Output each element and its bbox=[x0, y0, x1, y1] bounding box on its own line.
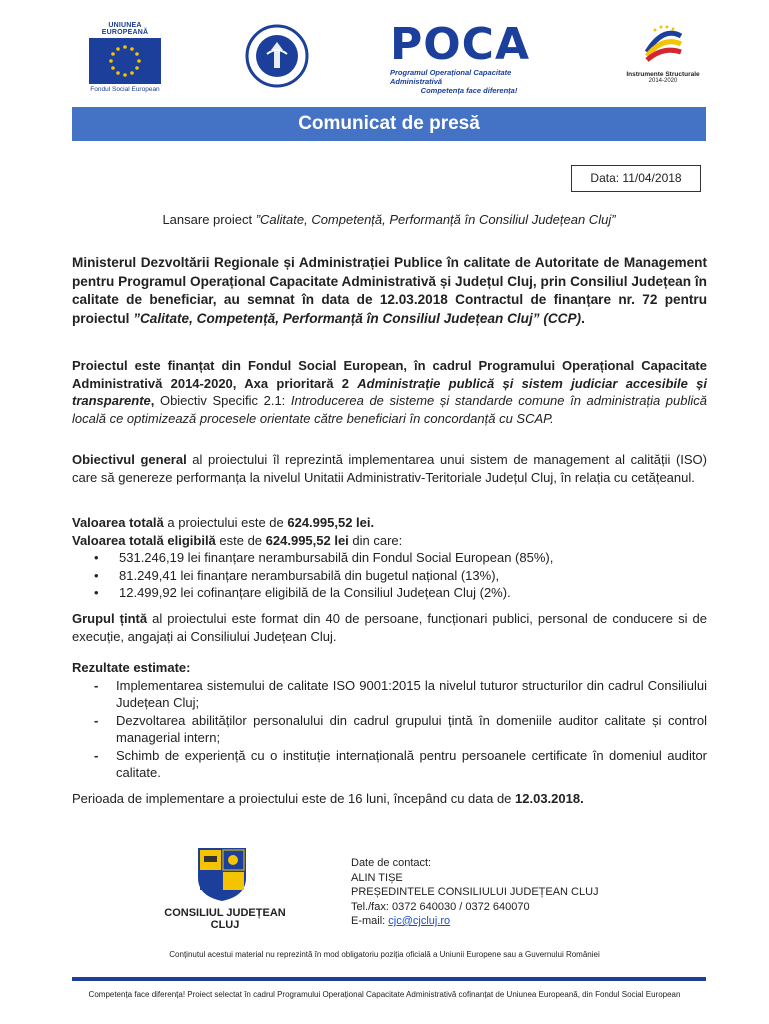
eu-subcaption: Fondul Social European bbox=[90, 86, 160, 93]
total-value-text: a proiectului este de bbox=[163, 515, 288, 530]
funding-objective-label: Obiectiv Specific 2.1: bbox=[159, 393, 291, 408]
funding-text: Proiectul este finanțat din Fondul Social European, în cadrul Programului Operațional Capacitate Administrativă 2014-2020, Axa prioritară 2 bbox=[72, 358, 707, 391]
list-item: • 12.499,92 lei cofinanțare eligibilă de la Consiliul Județean Cluj (2%). bbox=[72, 584, 707, 602]
eligible-value-amount: 624.995,52 lei bbox=[265, 532, 349, 548]
funding-sep: , bbox=[150, 393, 160, 408]
contact-block bbox=[351, 856, 599, 929]
contact-role: PREȘEDINTELE CONSILIULUI JUDEȚEAN CLUJ bbox=[351, 886, 599, 898]
contact-email-link[interactable]: cjc@cjcluj.ro bbox=[388, 915, 451, 927]
subtitle-project-name: ”Calitate, Competență, Performanță în Consiliul Județean Cluj” bbox=[255, 212, 616, 227]
results-section bbox=[72, 659, 707, 782]
eu-caption: UNIUNEA EUROPEANĂ bbox=[101, 22, 149, 36]
financing-list bbox=[72, 549, 707, 602]
footer-note: Competența face diferența! Proiect selectat în cadrul Programului Operațional Capacitate Administrativă cofinanțat de Uniunea Europeană, din Fondul Social European bbox=[88, 990, 681, 999]
funding-paragraph bbox=[72, 357, 707, 427]
period-text: Perioada de implementare a proiectului este de 16 luni, începând cu data de bbox=[72, 791, 516, 806]
poca-logo bbox=[390, 19, 548, 95]
target-group-label: Grupul țintă bbox=[72, 611, 148, 626]
date-box: Data: 11/04/2018 bbox=[571, 165, 701, 192]
funding-objective: Introducerea de sisteme și standarde comune în administrația publică locală ce optimizează procesele orientate către beneficiari în concordanță cu SCAP. bbox=[72, 393, 707, 426]
value-paragraph bbox=[72, 514, 707, 602]
instrumente-structurale-logo bbox=[622, 22, 704, 92]
results-list bbox=[72, 677, 707, 782]
government-seal-icon bbox=[245, 24, 309, 88]
eu-logo bbox=[86, 22, 164, 93]
contact-phone: Tel./fax: 0372 640030 / 0372 640070 bbox=[351, 900, 530, 913]
total-value-line bbox=[72, 514, 707, 532]
poca-wordmark: POCA bbox=[390, 19, 530, 70]
instrumente-structurale-icon bbox=[641, 22, 685, 66]
list-item: - Implementarea sistemului de calitate ISO 9001:2015 la nivelul tuturor structurilor din cadrul Consiliului Județean Cluj; bbox=[72, 677, 707, 712]
target-group-paragraph bbox=[72, 610, 707, 645]
list-item: - Dezvoltarea abilităților personalului din cadrul grupului țintă în domeniile auditor calitate și control managerial intern; bbox=[72, 712, 707, 747]
footer-divider bbox=[72, 977, 706, 981]
intro-end: . bbox=[581, 310, 585, 326]
contact-label: Date de contact: bbox=[351, 857, 432, 869]
period-date: 12.03.2018. bbox=[515, 791, 584, 806]
total-value-amount: 624.995,52 lei. bbox=[287, 515, 375, 530]
target-group-text: al proiectului este format din 40 de persoane, funcționari publici, personal de conducere si de execuție, angajați ai Consiliului Județean Cluj. bbox=[72, 611, 707, 644]
contact-email-line bbox=[351, 914, 599, 929]
intro-text: Ministerul Dezvoltării Regionale și Administrației Publice în calitate de Autoritate de Management pentru Programul Operațional Capacitate Administrativă și Județul Cluj, prin Consiliul Județean în calitate de beneficiar, au semnat în data de 12.03.2018 Contractul de finanțare nr. 72 pentru proiectul bbox=[72, 255, 707, 326]
poca-program-name: Programul Operațional Capacitate Administrativă bbox=[390, 68, 512, 86]
objective-text: al proiectului îl reprezintă implementarea unui sistem de management al calității (ISO) care să genereze performanța la nivelul Unitatii Administrativ-Teritoriale Județul Cluj, în relația cu cetățeanul. bbox=[72, 452, 707, 485]
intro-project-name: ”Calitate, Competență, Performanță în Consiliul Județean Cluj” (CCP) bbox=[133, 310, 582, 326]
objective-label: Obiectivul general bbox=[72, 452, 187, 467]
eligible-value-suffix: din care: bbox=[348, 532, 403, 548]
eligible-value-line bbox=[72, 532, 707, 550]
list-item: - Schimb de experiență cu o instituție internațională pentru persoanele certificate în domeniul auditor calitate. bbox=[72, 747, 707, 782]
poca-slogan: Competența face diferența! bbox=[420, 86, 518, 95]
results-heading: Rezultate estimate: bbox=[72, 660, 191, 675]
page-title: Comunicat de presă bbox=[72, 107, 706, 141]
subtitle-prefix: Lansare proiect bbox=[162, 212, 256, 227]
is-years: 2014-2020 bbox=[648, 78, 678, 84]
contact-name: ALIN TIȘE bbox=[351, 871, 403, 884]
objective-paragraph bbox=[72, 451, 707, 486]
eu-flag-icon bbox=[89, 38, 161, 84]
eligible-value-label: Valoarea totală eligibilă bbox=[72, 532, 216, 548]
period-paragraph bbox=[72, 790, 707, 808]
project-subtitle bbox=[72, 212, 706, 227]
eligible-value-text: este de bbox=[215, 532, 266, 548]
list-item: • 81.249,41 lei finanțare nerambursabilă din bugetul național (13%), bbox=[72, 567, 707, 585]
county-council-name: CONSILIUL JUDEȚEAN CLUJ bbox=[164, 907, 286, 931]
list-item: • 531.246,19 lei finanțare nerambursabilă din Fondul Social European (85%), bbox=[72, 549, 707, 567]
funding-axis: Administrație publică și sistem judiciar accesibile și transparente bbox=[72, 375, 707, 408]
is-caption: Instrumente Structurale bbox=[626, 71, 700, 78]
disclaimer: Conținutul acestui material nu reprezintă în mod obligatoriu poziția oficială a Uniunii Europene sau a Guvernului României bbox=[169, 950, 600, 959]
county-council-crest-icon bbox=[196, 846, 248, 902]
total-value-label: Valoarea totală bbox=[72, 515, 164, 530]
intro-paragraph bbox=[72, 254, 707, 328]
contact-email-label: E-mail: bbox=[351, 915, 389, 927]
